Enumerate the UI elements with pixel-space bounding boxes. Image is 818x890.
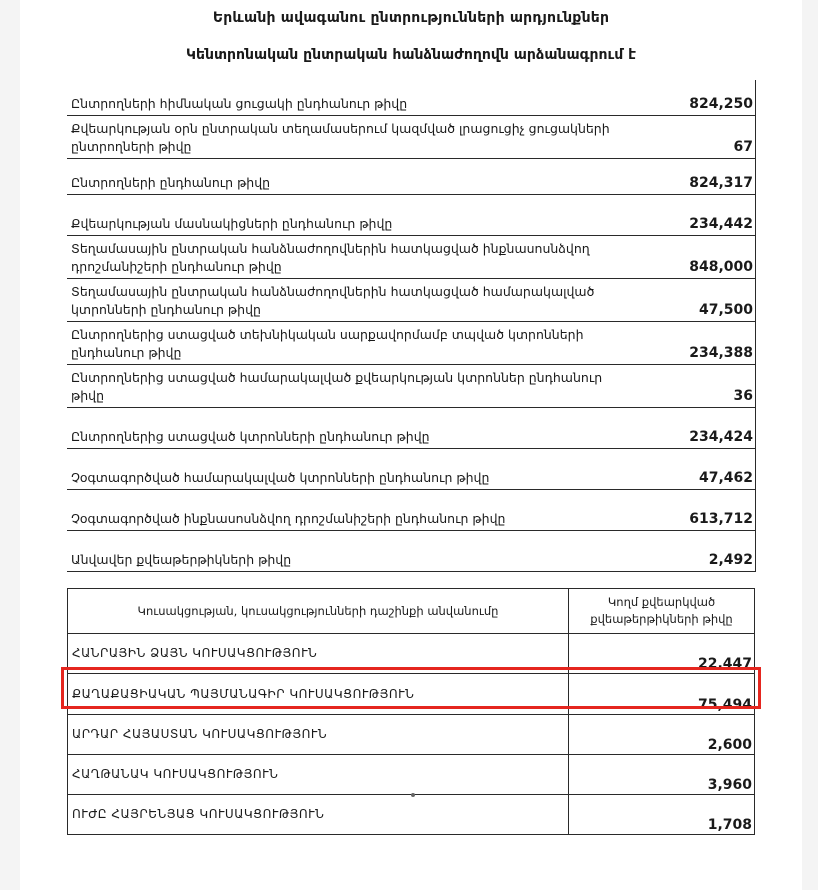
party-name-header: Կուսակցության, կուսակցությունների դաշինքի անվանումը: [68, 589, 569, 634]
highlight-box: [61, 667, 761, 709]
stat-value: 824,250: [629, 80, 756, 116]
party-name: ՀԱՆՐԱՅԻՆ ՁԱՅՆ ԿՈՒՍԱԿՑՈՒԹՅՈՒՆ: [68, 634, 569, 674]
stat-value: 848,000: [629, 236, 756, 279]
stat-label: Քվեարկության օրն ընտրական տեղամասերում կազմված լրացուցիչ ցուցակների ընտրողների թիվը: [67, 116, 629, 159]
party-name: ԱՐԴԱՐ ՀԱՅԱՍՏԱՆ ԿՈՒՍԱԿՑՈՒԹՅՈՒՆ: [68, 715, 569, 755]
stat-value: 36: [629, 365, 756, 408]
stat-label: Չօգտագործված համարակալված կտրոնների ընդհանուր թիվը: [67, 449, 629, 490]
stat-row: [67, 80, 756, 116]
stat-row: [67, 236, 756, 279]
stat-label: Ընտրողների ընդհանուր թիվը: [67, 159, 629, 195]
votes-header: Կողմ քվեարկված քվեաթերթիկների թիվը: [569, 589, 755, 634]
stat-row: [67, 195, 756, 236]
party-votes: 75,494: [569, 674, 755, 715]
stat-label: Ընտրողներից ստացված համարակալված քվեարկության կտրոններ ընդհանուր թիվը: [67, 365, 629, 408]
party-name: ՈՒԺԸ ՀԱՅՐԵՆՅԱՑ ԿՈՒՍԱԿՑՈՒԹՅՈՒՆ: [68, 795, 569, 835]
stat-row: [67, 408, 756, 449]
party-votes: 1,708: [569, 795, 755, 835]
stat-value: 234,442: [629, 195, 756, 236]
document-page: [20, 0, 802, 890]
stat-value: 47,500: [629, 279, 756, 322]
stat-label: Ընտրողների հիմնական ցուցակի ընդհանուր թիվը: [67, 80, 629, 116]
stat-label: Ընտրողներից ստացված տեխնիկական սարքավորմամբ տպված կտրոնների ընդհանուր թիվը: [67, 322, 629, 365]
stat-value: 824,317: [629, 159, 756, 195]
stat-row: [67, 279, 756, 322]
stat-value: 613,712: [629, 490, 756, 531]
stat-value: 67: [629, 116, 756, 159]
stat-row: [67, 159, 756, 195]
stat-label: Քվեարկության մասնակիցների ընդհանուր թիվը: [67, 195, 629, 236]
party-row: [68, 715, 755, 755]
party-results-table: [67, 588, 755, 835]
stat-value: 2,492: [629, 531, 756, 572]
stat-label: Տեղամասային ընտրական հանձնաժողովներին հատկացված ինքնասոսնձվող դրոշմանիշերի ընդհանուր թիվը: [67, 236, 629, 279]
stat-row: [67, 322, 756, 365]
stat-label: Անվավեր քվեաթերթիկների թիվը: [67, 531, 629, 572]
stat-row: [67, 531, 756, 572]
stat-row: [67, 365, 756, 408]
stat-value: 234,424: [629, 408, 756, 449]
stat-label: Տեղամասային ընտրական հանձնաժողովներին հատկացված համարակալված կտրոնների ընդհանուր թիվը: [67, 279, 629, 322]
stat-value: 234,388: [629, 322, 756, 365]
document-title: Երևանի ավագանու ընտրությունների արդյունքներ: [212, 10, 610, 26]
party-row: [68, 795, 755, 835]
party-name: ՀԱՂԹԱՆԱԿ ԿՈՒՍԱԿՑՈՒԹՅՈՒՆ: [68, 755, 569, 795]
party-row: [68, 755, 755, 795]
scan-speck: [411, 793, 415, 797]
stat-label: Չօգտագործված ինքնասոսնձվող դրոշմանիշերի ընդհանուր թիվը: [67, 490, 629, 531]
party-votes: 3,960: [569, 755, 755, 795]
document-subtitle: Կենտրոնական ընտրական հանձնաժողովն արձանագրում է: [186, 47, 636, 63]
stat-row: [67, 490, 756, 531]
stat-label: Ընտրողներից ստացված կտրոնների ընդհանուր թիվը: [67, 408, 629, 449]
statistics-table: [67, 80, 756, 572]
party-votes: 2,600: [569, 715, 755, 755]
stat-value: 47,462: [629, 449, 756, 490]
stat-row: [67, 449, 756, 490]
party-table-header: [68, 589, 755, 634]
party-name: ՔԱՂԱՔԱՑԻԱԿԱՆ ՊԱՅՄԱՆԱԳԻՐ ԿՈՒՍԱԿՑՈՒԹՅՈՒՆ: [68, 674, 569, 715]
party-votes: 22,447: [569, 634, 755, 674]
stat-row: [67, 116, 756, 159]
